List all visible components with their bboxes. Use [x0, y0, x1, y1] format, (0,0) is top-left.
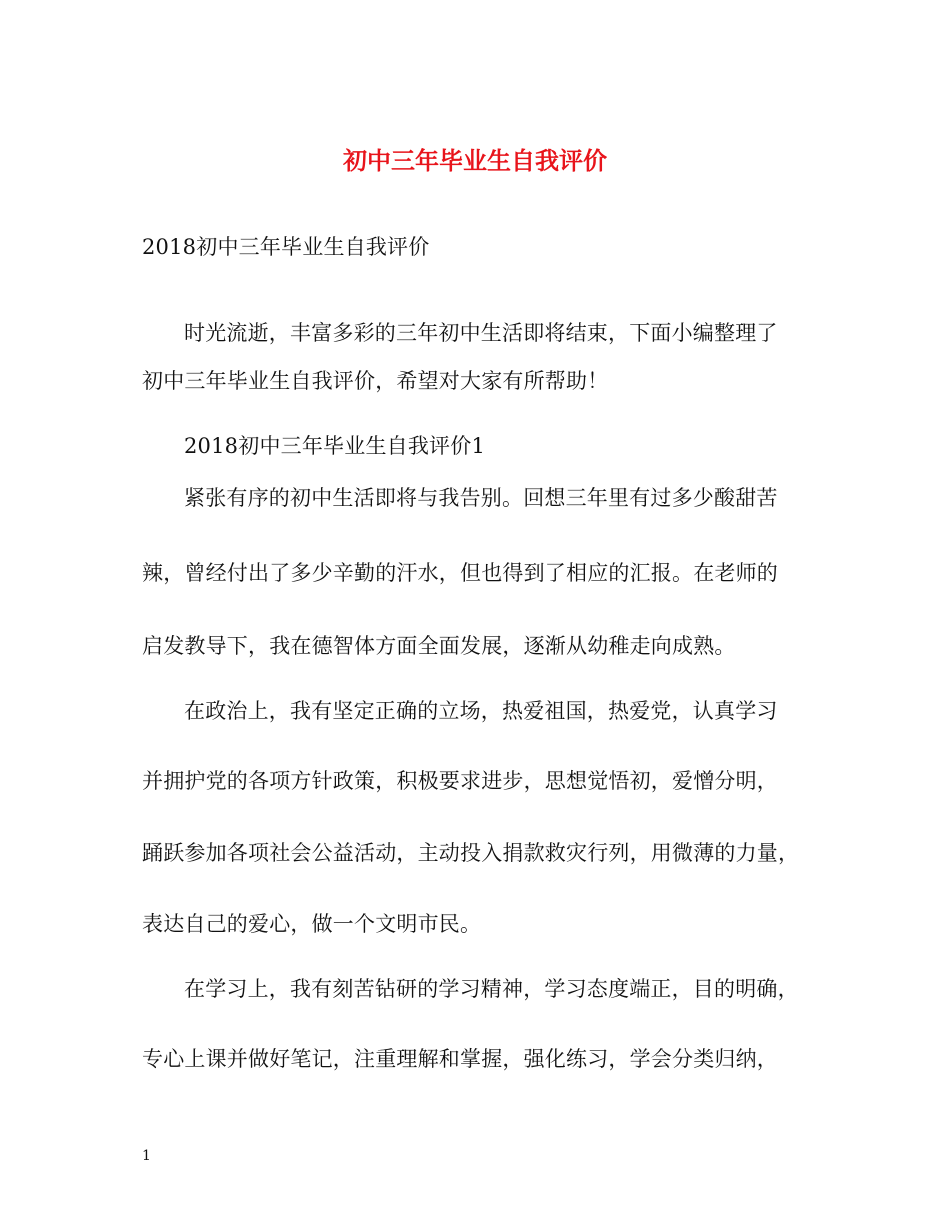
- text-line: 紧张有序的初中生活即将与我告别。回想三年里有过多少酸甜苦: [184, 486, 778, 510]
- text-line: 时光流逝，丰富多彩的三年初中生活即将结束，下面小编整理了: [184, 321, 778, 345]
- text-line: 并拥护党的各项方针政策，积极要求进步，思想觉悟初，爱憎分明，: [142, 769, 778, 793]
- page-number: 1: [142, 1148, 151, 1164]
- text-line: 初中三年毕业生自我评价，希望对大家有所帮助！: [142, 369, 609, 393]
- text-line: 在学习上，我有刻苦钻研的学习精神，学习态度端正，目的明确，: [184, 977, 799, 1001]
- text-line: 辣，曾经付出了多少辛勤的汗水，但也得到了相应的汇报。在老师的: [142, 561, 778, 585]
- text-line: 启发教导下，我在德智体方面全面发展，逐渐从幼稚走向成熟。: [142, 634, 736, 658]
- text-line: 踊跃参加各项社会公益活动，主动投入捐款救灾行列，用微薄的力量，: [142, 841, 800, 865]
- text-line: 2018初中三年毕业生自我评价: [142, 235, 430, 259]
- page-title: 初中三年毕业生自我评价: [343, 146, 607, 175]
- text-line: 专心上课并做好笔记，注重理解和掌握，强化练习，学会分类归纳，: [142, 1047, 778, 1071]
- text-line: 在政治上，我有坚定正确的立场，热爱祖国，热爱党，认真学习: [184, 699, 778, 723]
- text-line: 表达自己的爱心，做一个文明市民。: [142, 912, 482, 936]
- text-line: 2018初中三年毕业生自我评价1: [184, 434, 486, 458]
